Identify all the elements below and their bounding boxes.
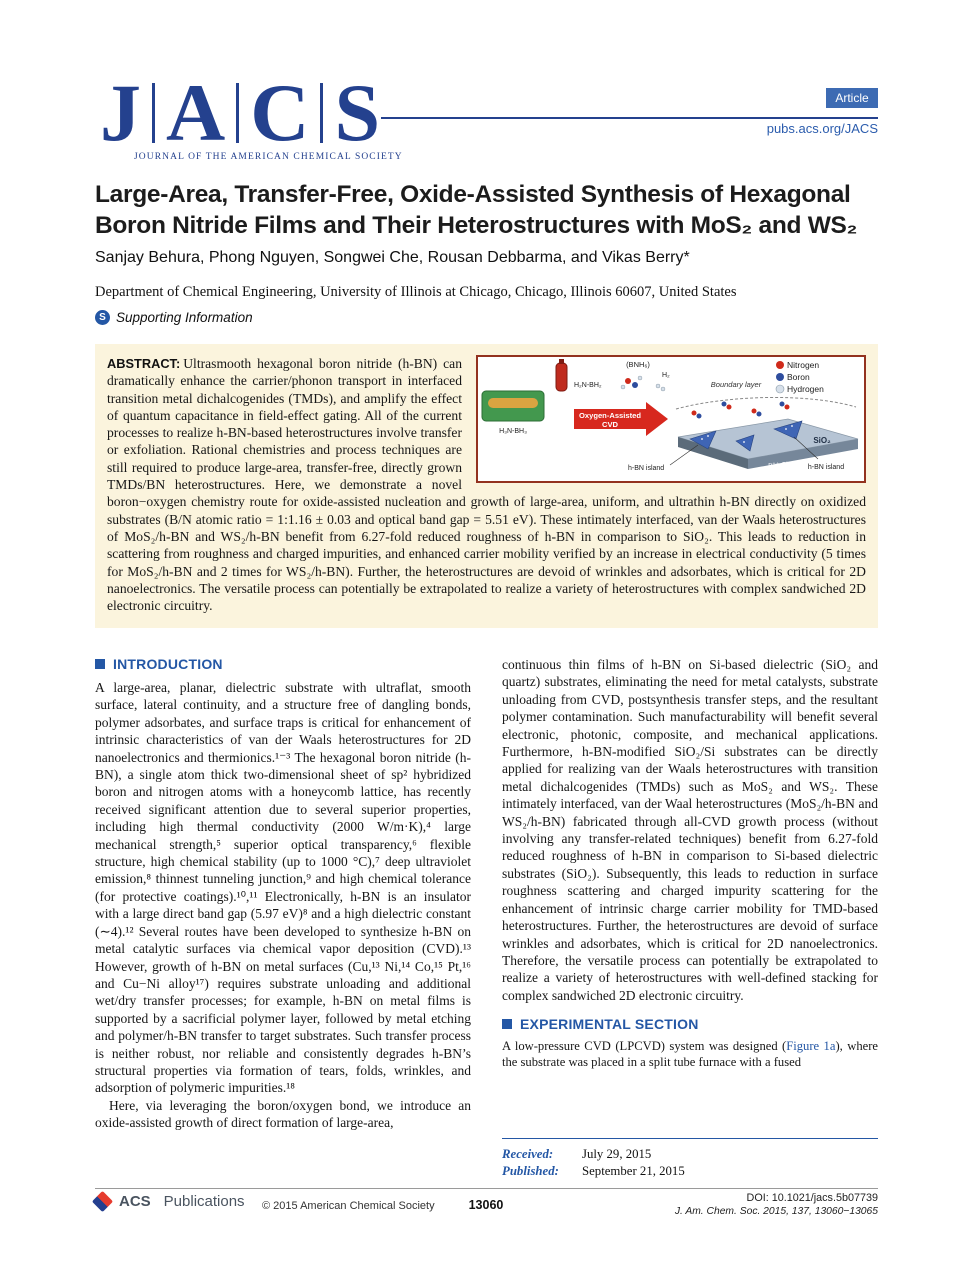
intro-paragraph-2: Here, via leveraging the boron/oxygen bond, we introduce an oxide-assisted growth of direct formation of large-area, [95,1097,471,1131]
intro-paragraph-3: continuous thin films of h-BN on Si-based dielectric (SiO₂ and quartz) substrates, eliminating the need for metal catalysts, substrate unloading from CVD, postsynthesis transfer steps, and the resultant polymer contamination. Such manufacturability will benefit several electronic, photonic, composite, and mechanical applications. Furthermore, h-BN-modified SiO₂/Si substrates can be directly applied for realizing van der Waals heterostructures with transition metal dichalcogenides (TMDs) such as MoS₂ and WS₂. These intimately interfaced, van der Waal heterostructures (MoS₂/h-BN and WS₂/h-BN) fabricated through all-CVD growth process (without involving any transfer-related techniques) benefit from 6.27-fold reduced roughness of h-BN in comparison to Si-based dielectric substrates (SiO₂). Subsequently, this leads to reduction in surface roughness scattering and charged impurity scattering for the enhancement of intrinsic charge carrier mobility for TMD-based heterostructures. Further, the heterostructures are devoid of surface wrinkles and adsorbates, which is critical for 2D nanoelectronics. Therefore, the versatile process can potentially be extrapolated to realize a variety of heterostructures with well-defined stacking for complex sandwiched 2D electronic circuitry. [502,657,878,1003]
experimental-heading-label: EXPERIMENTAL SECTION [520,1016,699,1033]
borazane-label: (BNH₆) [626,360,650,369]
oxygen-assisted-cvd-arrow [574,402,668,436]
left-column [95,656,471,1132]
copyright-line: © 2015 American Chemical Society [262,1200,435,1212]
experimental-paragraph [502,1039,878,1071]
affiliation-line: Department of Chemical Engineering, University of Illinois at Chicago, Chicago, Illinois 60607, United States [95,284,737,300]
legend-dot-nitrogen [776,361,784,369]
abstract-graphic [476,355,866,483]
hbn-island-label-left: h-BN island [628,465,665,472]
si-substrate-label: n⁺⁺ Si [768,462,788,469]
article-type-badge: Article [826,88,878,108]
published-label: Published: [502,1164,559,1178]
doi-block [675,1192,878,1218]
hbn-island-label-right: h-BN island [807,464,845,471]
aminoborane-label: H₂N-BH₂ [574,382,602,389]
citation-line: J. Am. Chem. Soc. 2015, 137, 13060−13065 [674,1206,878,1217]
section-bullet-icon [95,659,105,669]
experimental-text-before: A low-pressure CVD (LPCVD) system was designed ( [502,1039,787,1054]
introduction-heading-label: INTRODUCTION [113,656,223,672]
hydrogen-gas-label: H₂ [662,372,670,379]
section-heading-introduction [95,656,471,672]
paper-title: Large-Area, Transfer-Free, Oxide-Assisted Synthesis of Hexagonal Boron Nitride Films and Their Heterostructures with MoS₂ and WS₂ [95,181,858,239]
figure-1a-link[interactable]: Figure 1a [786,1039,836,1054]
arrow-label-line1: Oxygen-Assisted [578,411,642,420]
dates-box [502,1138,878,1180]
sio2-label: SiO₂ [813,436,831,445]
boundary-layer-label: Boundary layer [710,380,762,389]
adsorbing-molecules [692,402,790,419]
supporting-info-label: Supporting Information [116,310,253,325]
boundary-layer-curve [676,397,856,409]
supporting-info-link[interactable] [95,310,253,325]
footer-rule [95,1188,878,1189]
legend-dot-hydrogen [776,385,784,393]
journal-site-link[interactable]: pubs.acs.org/JACS [766,121,878,136]
abstract-label: ABSTRACT: [107,356,181,371]
received-date: July 29, 2015 [582,1147,652,1161]
acs-logo-text: ACS [119,1193,151,1210]
logo-letter-j: J [100,67,141,158]
logo-letter-a: A [166,67,226,158]
experimental-text-after: ), where the substrate was placed in a split tube furnace with a fused [502,1039,878,1070]
publications-logo-text: Publications [163,1193,245,1210]
abstract-body: Ultrasmooth hexagonal boron nitride (h-BN) can dramatically enhance the carrier/phonon transport in interfaced transition metal dichalcogenides (TMDs), and amplify the effect of quantum capacitance in field-effect gating. All of the current processes to realize h-BN-based heterostructures involve transfer or exfoliation. Rational chemistries and process techniques are still required to produce large-area, transfer-free, directly grown TMDs/BN heterostructures. Here, we demonstrate a novel boron−oxygen chemistry route for oxide-assisted nucleation and growth of large-area, uniform, and ultrathin h-BN directly on oxidized substrates (B/N atomic ratio = 1:1.16 ± 0.03 and optical band gap = 5.51 eV). These intimately interfaced, van der Waals heterostructures of MoS₂/h-BN and WS₂/h-BN benefit from 6.27-fold reduced roughness of h-BN in comparison to SiO₂. This leads to reduction in scattering from roughness and charged impurities, and enhanced carrier mobility verified by an increase in electrical conductivity (5 times for MoS₂/h-BN and 2 times for WS₂/h-BN). Further, the heterostructures are devoid of wrinkles and adsorbates, which is critical for 2D nanoelectronics. The versatile process can potentially be extrapolated to realize a variety of heterostructures with complex sandwiched 2D electronic circuitry. [107,356,866,614]
authors-line: Sanjay Behura, Phong Nguyen, Songwei Che, Rousan Debbarma, and Vikas Berry* [95,249,690,266]
arrow-label-line2: CVD [601,420,619,429]
supporting-info-icon: S [95,310,110,325]
section-bullet-icon [502,1019,512,1029]
header-rule [381,117,878,119]
logo-separator [152,83,155,143]
precursor-molecules [621,376,665,391]
received-row [502,1146,878,1163]
logo-separator [236,83,239,143]
precursor-label: H₃N-BH₃ [499,428,527,435]
legend-label-hydrogen: Hydrogen [787,384,824,394]
right-column [502,656,878,1071]
published-date: September 21, 2015 [582,1164,685,1178]
received-label: Received: [502,1147,554,1161]
journal-name: JOURNAL OF THE AMERICAN CHEMICAL SOCIETY [134,152,403,162]
cvd-furnace [482,391,544,435]
page-number: 13060 [468,1198,504,1212]
legend-dot-boron [776,373,784,381]
figure-legend [776,360,824,394]
logo-letter-c: C [250,67,310,158]
logo-letter-s: S [334,67,381,158]
legend-label-nitrogen: Nitrogen [787,360,820,370]
logo-separator [320,83,323,143]
published-row [502,1163,878,1180]
gas-cylinder-icon [556,359,567,391]
intro-paragraph-1: A large-area, planar, dielectric substrate with ultraflat, smooth surface, lateral continuity, and a structure free of dangling bonds, polymer adsorbates, and surface traps is critical for enhancement of intrinsic characteristics of van der Waals heterostructures for 2D nanoelectronics and thermionics.¹⁻³ The hexagonal boron nitride (h-BN), a single atom thick two-dimensional sheet of sp² hybridized boron and nitrogen atoms with a honeycomb lattice, has recently received significant attention due to several superior properties, including high thermal conductivity (2000 W/m·K),⁴ large mechanical strength,⁵ superior optical transparency,⁶ flexible structure, high chemical stability (up to 1000 °C),⁷ deep ultraviolet emission,⁸ thinnest tunneling junction,⁹ and high chemical tolerance (for protective coatings).¹⁰,¹¹ Electronically, h-BN is an insulator with a large direct band gap (5.97 eV)⁸ and a high dielectric constant (∼4).¹² Several routes have been developed to synthesize h-BN on metal catalytic surfaces via chemical vapor deposition (CVD).¹³ However, growth of h-BN on metal surfaces (Cu,¹³ Ni,¹⁴ Co,¹⁵ Pt,¹⁶ and Cu−Ni alloy¹⁷) requires substrate unloading and additional wet/dry transfer processes; for example, h-BN on metal films is supported by a sacrificial polymer layer, followed by metal etching and polymer/h-BN transfer to target substrates. Such transfer process is neither robust, nor reliable and consistently degrades h-BN’s structural properties via formation of tears, folds, wrinkles, and adsorption of polymeric impurities.¹⁸ [95,680,471,1096]
abstract-section [95,344,878,628]
cvd-schematic [478,357,864,481]
section-heading-experimental [502,1016,878,1032]
legend-label-boron: Boron [787,372,810,382]
doi-line: DOI: 10.1021/jacs.5b07739 [746,1192,878,1204]
